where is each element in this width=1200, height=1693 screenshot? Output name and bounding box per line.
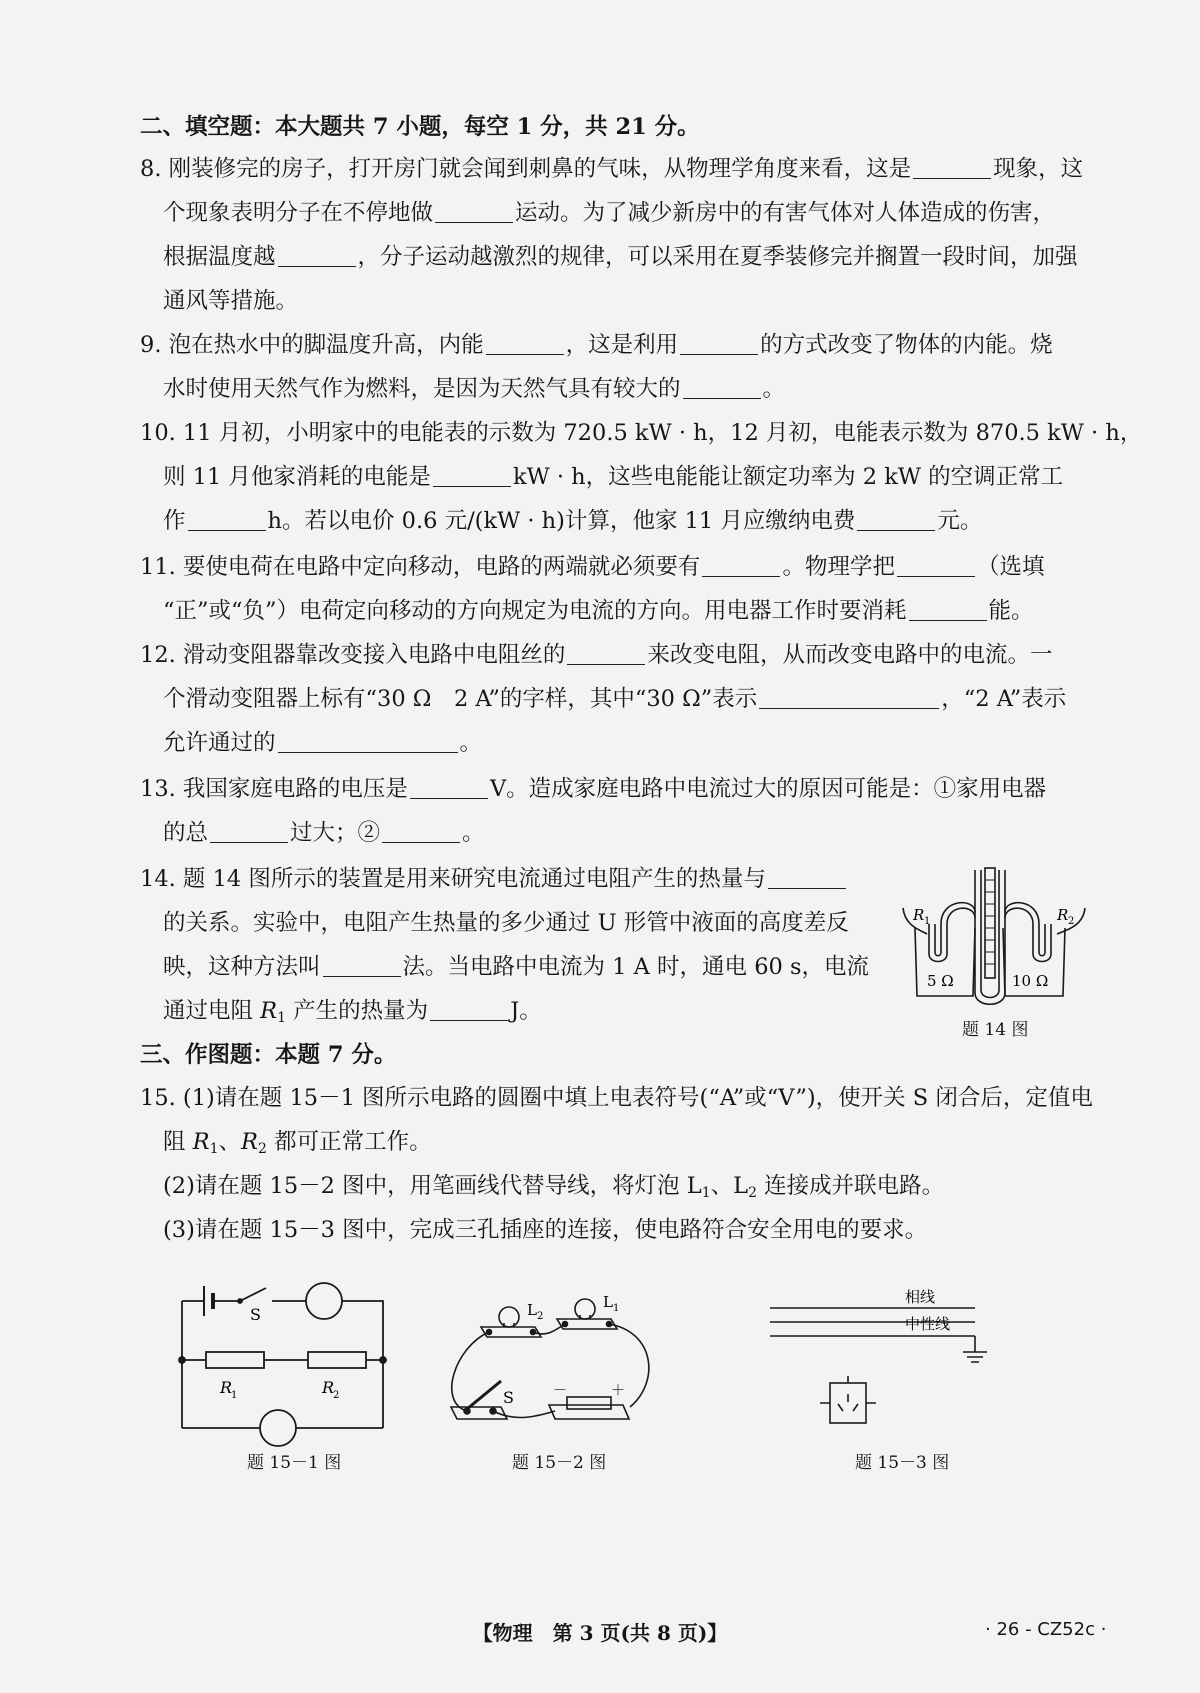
q11-text: （选填 — [976, 554, 1045, 580]
answer-blank[interactable] — [768, 868, 846, 889]
subscript: 2 — [258, 1141, 267, 1157]
answer-blank[interactable] — [323, 956, 401, 977]
exam-code: · 26 - CZ52c · — [985, 1619, 1107, 1640]
q9-text: 。 — [762, 376, 786, 402]
q15-text: 都可正常工作。 — [266, 1129, 432, 1155]
resistor-symbol: R — [192, 1129, 210, 1155]
q8-text: 现象，这 — [993, 156, 1084, 182]
q12-text: 。 — [459, 730, 483, 756]
q13-text: 13. 我国家庭电路的电压是 — [140, 776, 408, 802]
q12-text: 来改变电阻，从而改变电路中的电流。一 — [647, 642, 1053, 668]
answer-blank[interactable] — [909, 600, 987, 621]
q8-line-4: 通风等措施。 — [163, 288, 299, 314]
q9-line-2 — [163, 374, 785, 404]
q8-line-3 — [163, 242, 1078, 272]
u-tube — [975, 870, 1005, 1004]
section-2-heading: 二、填空题：本大题共 7 小题，每空 1 分，共 21 分。 — [140, 114, 700, 140]
r2-sub: 2 — [333, 1390, 340, 1401]
answer-blank[interactable] — [188, 510, 266, 531]
q9-text: 9. 泡在热水中的脚温度升高，内能 — [140, 332, 484, 358]
answer-blank[interactable] — [382, 822, 460, 843]
fig-15-3-circuit — [770, 1280, 1040, 1440]
lamp-l1-bulb — [575, 1299, 595, 1319]
r1-sub: 1 — [924, 916, 931, 927]
minus-terminal: － — [553, 1383, 567, 1399]
battery-cell — [567, 1397, 611, 1409]
answer-blank[interactable] — [486, 334, 564, 355]
resistor-symbol: R — [260, 998, 278, 1024]
subscript: 1 — [209, 1141, 219, 1157]
r2-sub: 2 — [1068, 916, 1075, 927]
q15-text: 、L — [710, 1173, 749, 1199]
q9-line-1 — [140, 330, 1053, 360]
l2-sub: 2 — [537, 1311, 544, 1322]
q15-text: (2)请在题 15－2 图中，用笔画线代替导线，将灯泡 L — [163, 1173, 702, 1199]
fig-15-2-circuit — [445, 1277, 660, 1437]
switch-label: S — [503, 1388, 514, 1407]
q14-text: 产生的热量为 — [286, 998, 429, 1024]
ground-symbol — [963, 1352, 987, 1362]
q14-line-4 — [163, 996, 542, 1026]
answer-blank[interactable] — [702, 556, 780, 577]
fig-15-3-caption: 题 15－3 图 — [855, 1453, 950, 1473]
resistor-symbol: R — [241, 1129, 258, 1155]
q12-line-1 — [140, 640, 1052, 670]
q15-text: 阻 — [163, 1129, 193, 1155]
meter-circle-top[interactable] — [306, 1283, 342, 1319]
r1-value: 5 Ω — [927, 972, 954, 990]
q13-line-1 — [140, 774, 1046, 804]
q15-line-3 — [163, 1171, 944, 1201]
q10-text: 作 — [163, 508, 186, 534]
answer-blank[interactable] — [857, 510, 935, 531]
q14-text: J。 — [510, 998, 542, 1024]
q9-text: 水时使用天然气作为燃料，是因为天然气具有较大的 — [163, 376, 681, 402]
q12-text: 12. 滑动变阻器靠改变接入电路中电阻丝的 — [140, 642, 566, 668]
answer-blank[interactable] — [759, 688, 939, 709]
resistor-r1 — [206, 1352, 264, 1368]
r1-sub: 1 — [231, 1390, 238, 1401]
q10-text: 元。 — [937, 508, 983, 534]
answer-blank[interactable] — [278, 246, 356, 267]
q12-text: 个滑动变阻器上标有“30 Ω 2 A”的字样，其中“30 Ω”表示 — [163, 686, 758, 712]
q8-line-2 — [163, 198, 1055, 228]
q14-line-2: 的关系。实验中，电阻产生热量的多少通过 U 形管中液面的高度差反 — [163, 910, 849, 936]
r1-label: R — [220, 1378, 233, 1397]
q11-text: 能。 — [988, 598, 1034, 624]
q14-text: 映，这种方法叫 — [163, 954, 321, 980]
q13-text: 过大；② — [290, 820, 381, 846]
q8-text: 8. 刚装修完的房子，打开房门就会闻到刺鼻的气味，从物理学角度来看，这是 — [140, 156, 912, 182]
q10-text: 则 11 月他家消耗的电能是 — [163, 464, 431, 490]
q13-text: V。造成家庭电路中电流过大的原因可能是：①家用电器 — [489, 776, 1047, 802]
lamp-l2-bulb — [499, 1307, 519, 1327]
q15-text: 连接成并联电路。 — [757, 1173, 945, 1199]
q15-text: 、 — [218, 1129, 242, 1155]
battery-box — [549, 1405, 629, 1419]
q11-text: 11. 要使电荷在电路中定向移动，电路的两端就必须要有 — [140, 554, 701, 580]
q11-line-1 — [140, 552, 1044, 582]
resistor-r2 — [308, 1352, 366, 1368]
answer-blank[interactable] — [430, 1000, 508, 1021]
answer-blank[interactable] — [410, 778, 488, 799]
q13-text: 的总 — [163, 820, 209, 846]
q14-line-3 — [163, 952, 869, 982]
q13-text: 。 — [462, 820, 485, 846]
meter-circle-bottom[interactable] — [260, 1410, 296, 1446]
plus-terminal: ＋ — [611, 1383, 625, 1399]
q12-text: ，“2 A”表示 — [941, 686, 1067, 712]
subscript: 2 — [748, 1185, 758, 1201]
fig-15-1-caption: 题 15－1 图 — [247, 1453, 342, 1473]
answer-blank[interactable] — [913, 158, 991, 179]
r2-value: 10 Ω — [1012, 972, 1049, 990]
q14-text: 14. 题 14 图所示的装置是用来研究电流通过电阻产生的热量与 — [140, 866, 766, 892]
answer-blank[interactable] — [433, 466, 511, 487]
three-hole-socket[interactable] — [830, 1383, 866, 1423]
q15-line-1: 15. (1)请在题 15－1 图所示电路的圆圈中填上电表符号(“A”或“V”)，使开关 S 闭合后，定值电 — [140, 1085, 1093, 1111]
q11-line-2 — [163, 596, 1034, 626]
q14-text: 通过电阻 — [163, 998, 261, 1024]
q12-line-2 — [163, 684, 1066, 714]
section-3-heading: 三、作图题：本题 7 分。 — [140, 1042, 397, 1068]
answer-blank[interactable] — [278, 732, 458, 753]
q8-text: 运动。为了减少新房中的有害气体对人体造成的伤害， — [515, 200, 1056, 226]
l2-label: L — [527, 1301, 537, 1319]
answer-blank[interactable] — [680, 334, 758, 355]
q15-line-4: (3)请在题 15－3 图中，完成三孔插座的连接，使电路符合安全用电的要求。 — [163, 1217, 928, 1243]
subscript: 1 — [701, 1185, 711, 1201]
q11-text: “正”或“负”）电荷定向移动的方向规定为电流的方向。用电器工作时要消耗 — [163, 598, 907, 624]
q9-text: 的方式改变了物体的内能。烧 — [760, 332, 1053, 358]
q10-line-1: 10. 11 月初，小明家中的电能表的示数为 720.5 kW · h，12 月初，电能表示数为 870.5 kW · h， — [140, 420, 1143, 446]
answer-blank[interactable] — [897, 556, 975, 577]
q13-line-2 — [163, 818, 485, 848]
q10-text: h。若以电价 0.6 元/(kW · h)计算，他家 11 月应缴纳电费 — [267, 508, 856, 534]
q8-text: 根据温度越 — [163, 244, 276, 270]
q14-caption: 题 14 图 — [962, 1020, 1029, 1040]
q8-text: 个现象表明分子在不停地做 — [163, 200, 434, 226]
q14-line-1 — [140, 864, 848, 894]
fig-15-2-caption: 题 15－2 图 — [512, 1453, 607, 1473]
q9-text: ，这是利用 — [565, 332, 679, 358]
r2-label: R — [1057, 906, 1069, 924]
neutral-label: 中性线 — [905, 1315, 951, 1333]
q11-text: 。物理学把 — [782, 554, 895, 580]
answer-blank[interactable] — [210, 822, 288, 843]
l1-sub: 1 — [613, 1303, 620, 1314]
q12-text: 允许通过的 — [163, 730, 276, 756]
r2-label: R — [322, 1378, 335, 1397]
q8-text: ，分子运动越激烈的规律，可以采用在夏季装修完并搁置一段时间，加强 — [357, 244, 1078, 270]
answer-blank[interactable] — [683, 378, 761, 399]
fig-15-1-circuit — [180, 1268, 395, 1428]
subscript: 1 — [277, 1010, 287, 1026]
r1-label: R — [913, 906, 925, 924]
q15-line-2 — [163, 1127, 432, 1157]
switch-label: S — [250, 1305, 261, 1324]
switch — [240, 1288, 266, 1301]
answer-blank[interactable] — [567, 644, 645, 665]
l1-label: L — [603, 1293, 613, 1311]
answer-blank[interactable] — [435, 202, 513, 223]
live-label: 相线 — [905, 1288, 936, 1306]
q14-figure — [895, 868, 1095, 998]
q10-line-2 — [163, 462, 1063, 492]
q14-text: 法。当电路中电流为 1 A 时，通电 60 s，电流 — [402, 954, 870, 980]
q10-text: kW · h，这些电能能让额定功率为 2 kW 的空调正常工 — [512, 464, 1064, 490]
q12-line-3 — [163, 728, 482, 758]
page-footer: 【物理 第 3 页(共 8 页)】 — [472, 1621, 728, 1645]
q10-line-3 — [163, 506, 982, 536]
q8-line-1 — [140, 154, 1083, 184]
